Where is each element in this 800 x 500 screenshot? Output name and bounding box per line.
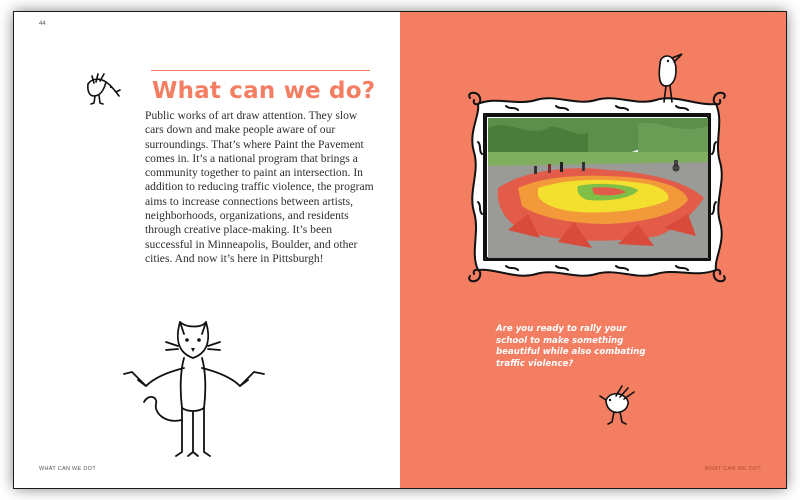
right-page	[400, 12, 786, 488]
photo-window	[488, 118, 708, 258]
heading-rule	[151, 70, 370, 71]
page-heading: What can we do?	[152, 78, 376, 104]
shrugging-cat-illustration	[118, 312, 268, 472]
page-number: 44	[39, 21, 46, 27]
bird-doodle-icon	[82, 70, 122, 108]
book-spread	[14, 12, 786, 488]
caption-text: Are you ready to rally your school to make something beautiful while also combating traffic violence?	[496, 324, 646, 369]
footer-right: WHAT CAN WE DO?	[704, 466, 761, 472]
bird-doodle-icon	[600, 384, 642, 426]
body-paragraph: Public works of art draw attention. They slow cars down and make people aware of our surroundings. That’s where Paint the Pavement comes in. It’s a national program that brings a community together to paint an intersection. In addition to reducing traffic violence, the program aims to increase connections between artists, neighborhoods, organizations, and residents through creative place-making. It’s been successful in Minneapolis, Boulder, and other cities. And now it’s here in Pittsburgh!	[145, 109, 374, 265]
bird-doodle-icon	[654, 50, 688, 104]
footer-left: WHAT CAN WE DO?	[39, 466, 96, 472]
left-page	[14, 12, 400, 488]
